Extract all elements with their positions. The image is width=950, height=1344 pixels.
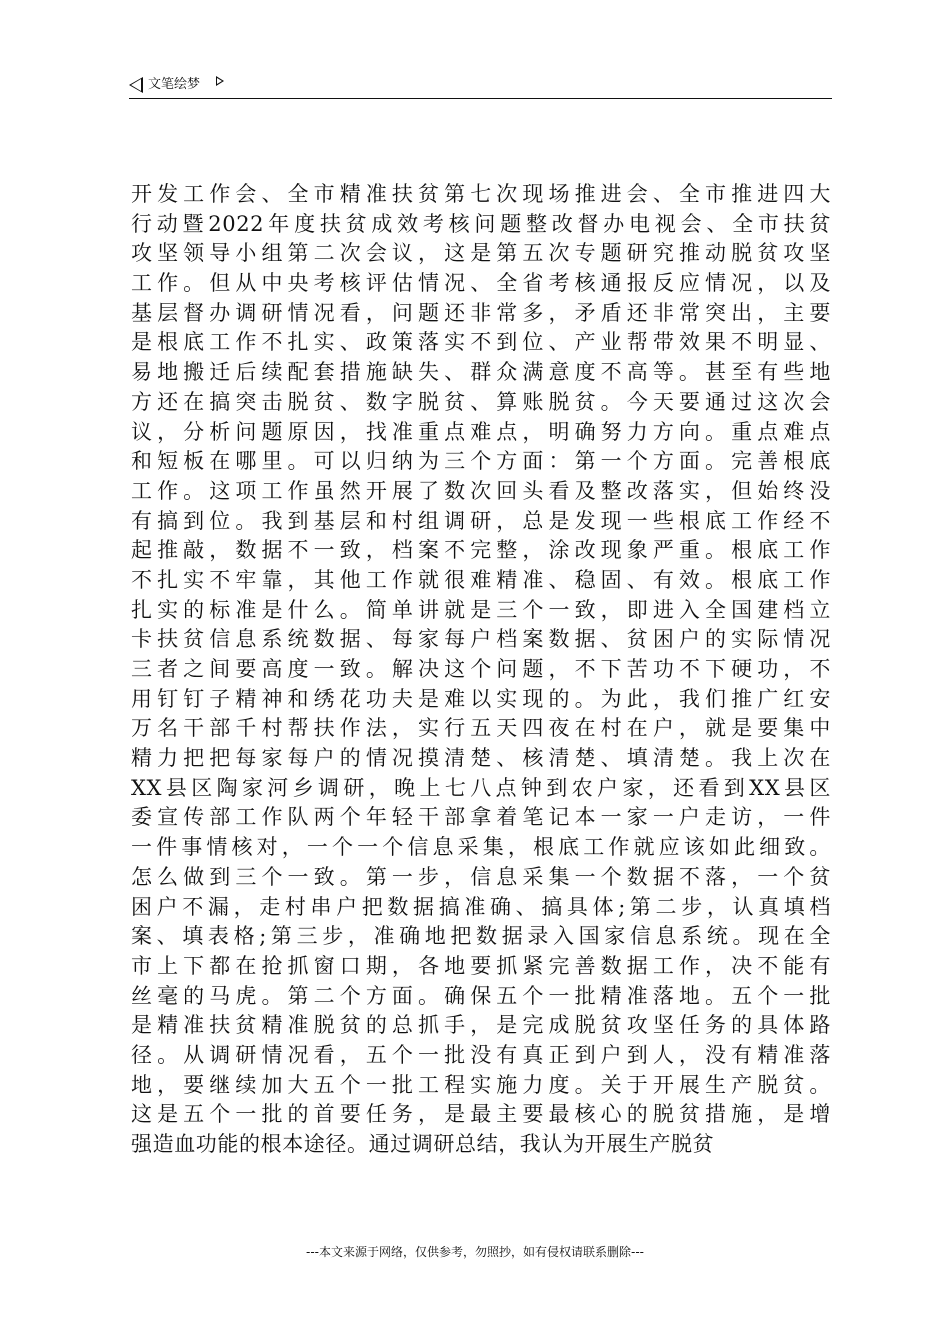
body-line: 困户不漏，走村串户把数据搞准确、搞具体;第二步，认真填档 [131,894,831,919]
body-line: 丝毫的马虎。第二个方面。确保五个一批精准落地。五个一批 [131,983,831,1008]
body-line: 方还在搞突击脱贫、数字脱贫、算账脱贫。今天要通过这次会 [131,389,831,414]
body-line: 起推敲，数据不一致，档案不完整，涂改现象严重。根底工作 [131,538,831,563]
body-line: 是精准扶贫精准脱贫的总抓手，是完成脱贫攻坚任务的具体路 [131,1013,831,1038]
body-line: 一件事情核对，一个一个信息采集，根底工作就应该如此细致。 [131,835,831,860]
body-line: 精力把把每家每户的情况摸清楚、核清楚、填清楚。我上次在 [131,746,831,771]
body-line: 卡扶贫信息系统数据、每家每户档案数据、贫困户的实际情况 [131,627,831,652]
body-line: 攻坚领导小组第二次会议，这是第五次专题研究推动脱贫攻坚 [131,241,831,266]
body-line: 案、填表格;第三步，准确地把数据录入国家信息系统。现在全 [131,924,831,949]
body-line: 基层督办调研情况看，问题还非常多，矛盾还非常突出，主要 [131,300,831,325]
body-line: 易地搬迁后续配套措施缺失、群众满意度不高等。甚至有些地 [131,360,831,385]
body-line: 工作。但从中央考核评估情况、全省考核通报反应情况，以及 [131,271,831,296]
body-line: 有搞到位。我到基层和村组调研，总是发现一些根底工作经不 [131,508,831,533]
footer-disclaimer: ---本文来源于网络，仅供参考，勿照抄，如有侵权请联系删除--- [306,1245,644,1259]
body-line: 是根底工作不扎实、政策落实不到位、产业帮带效果不明显、 [131,330,831,355]
body-line: 议，分析问题原因，找准重点难点，明确努力方向。重点难点 [131,419,831,444]
body-line: 这是五个一批的首要任务，是最主要最核心的脱贫措施，是增 [131,1102,831,1127]
body-line: 三者之间要高度一致。解决这个问题，不下苦功不下硬功，不 [131,657,831,681]
left-triangle-icon [129,77,143,93]
body-line: 万名干部千村帮扶作法，实行五天四夜在村在户，就是要集中 [131,716,831,741]
right-triangle-icon [216,76,224,86]
body-line: 市上下都在抢抓窗口期，各地要抓紧完善数据工作，决不能有 [131,953,831,978]
header-divider [129,98,832,99]
body-line: 用钉钉子精神和绣花功夫是难以实现的。为此，我们推广红安 [131,686,831,711]
body-line: 开发工作会、全市精准扶贫第七次现场推进会、全市推进四大 [131,182,831,206]
body-line: 工作。这项工作虽然开展了数次回头看及整改落实，但始终没 [131,478,831,503]
header-title: 文笔绘梦 [148,77,201,92]
body-line: 径。从调研情况看，五个一批没有真正到户到人，没有精准落 [131,1042,831,1067]
body-line: 地，要继续加大五个一批工程实施力度。关于开展生产脱贫。 [131,1072,831,1097]
body-line: 扎实的标准是什么。简单讲就是三个一致，即进入全国建档立 [131,597,831,622]
body-line: 委宣传部工作队两个年轻干部拿着笔记本一家一户走访，一件 [131,805,831,830]
body-line: 和短板在哪里。可以归纳为三个方面：第一个方面。完善根底 [131,449,831,474]
body-line: 行动暨2022年度扶贫成效考核问题整改督办电视会、全市扶贫 [131,211,831,236]
page-header [129,74,832,98]
document-body [131,180,831,1160]
body-line: 怎么做到三个一致。第一步，信息采集一个数据不落，一个贫 [131,864,831,889]
body-line: 强造血功能的根本途径。通过调研总结，我认为开展生产脱贫 [131,1132,715,1156]
body-line: XX县区陶家河乡调研，晚上七八点钟到农户家，还看到XX县区 [131,775,831,800]
body-line: 不扎实不牢靠，其他工作就很难精准、稳固、有效。根底工作 [131,567,831,592]
